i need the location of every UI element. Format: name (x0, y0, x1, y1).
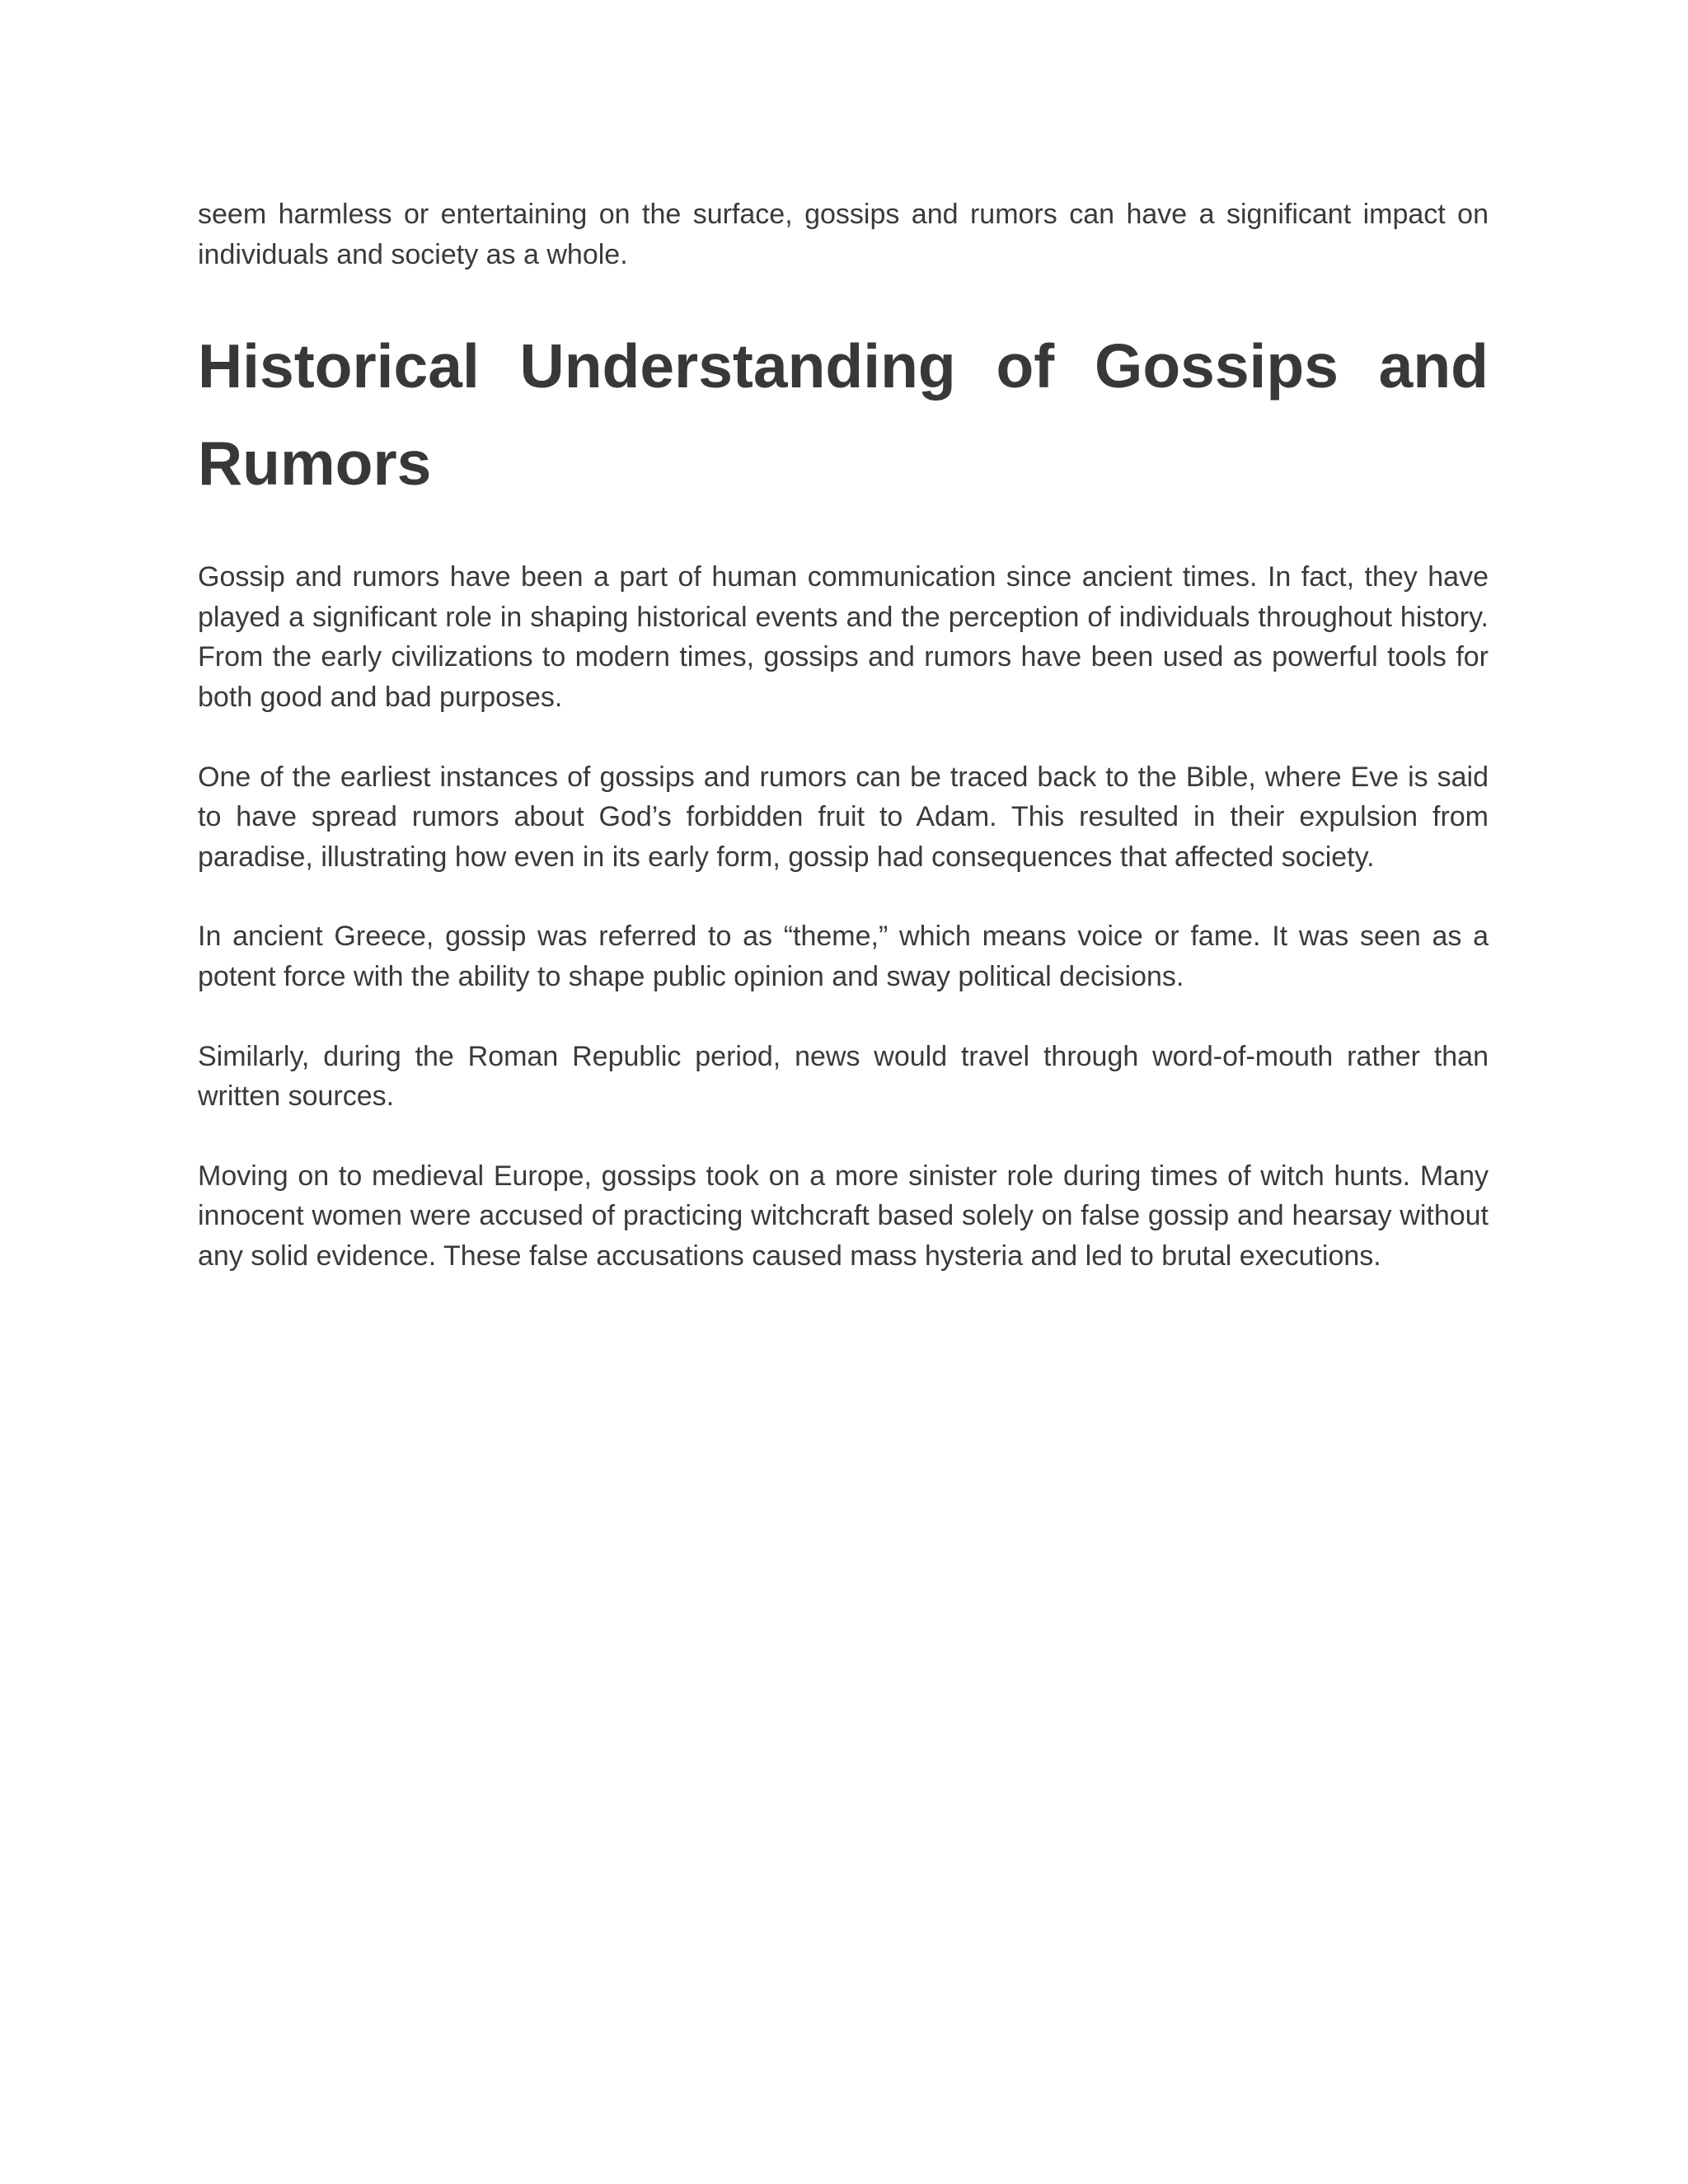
paragraph-bible: One of the earliest instances of gossips and rumors can be traced back to the Bible, where Eve is said to have spread rumors about God’s forbidden fruit to Adam. This resulted in their expulsion from paradise, illustrating how even in its early form, gossip had consequences that affected society. (198, 761, 1489, 873)
document-page (198, 194, 1489, 1277)
intro-paragraph: seem harmless or entertaining on the surface, gossips and rumors can have a significant impact on individuals and society as a whole. (198, 199, 1489, 270)
paragraph-medieval-europe: Moving on to medieval Europe, gossips took on a more sinister role during times of witch hunts. Many innocent women were accused of practicing witchcraft based solely on false gossip and hearsay without any solid evidence. These false accusations caused mass hysteria and led to brutal executions. (198, 1160, 1489, 1272)
paragraph-ancient-greece: In ancient Greece, gossip was referred to as “theme,” which means voice or fame. It was seen as a potent force with the ability to shape public opinion and sway political decisions. (198, 921, 1489, 992)
section-heading: Historical Understanding of Gossips and Rumors (198, 331, 1489, 499)
paragraph-ancient-times: Gossip and rumors have been a part of human communication since ancient times. In fact, they have played a significant role in shaping historical events and the perception of individuals throughout history. From the early civilizations to modern times, gossips and rumors have been used as powerful tools for both good and bad purposes. (198, 561, 1489, 713)
paragraph-roman-republic: Similarly, during the Roman Republic period, news would travel through word-of-mouth rather than written sources. (198, 1040, 1489, 1113)
